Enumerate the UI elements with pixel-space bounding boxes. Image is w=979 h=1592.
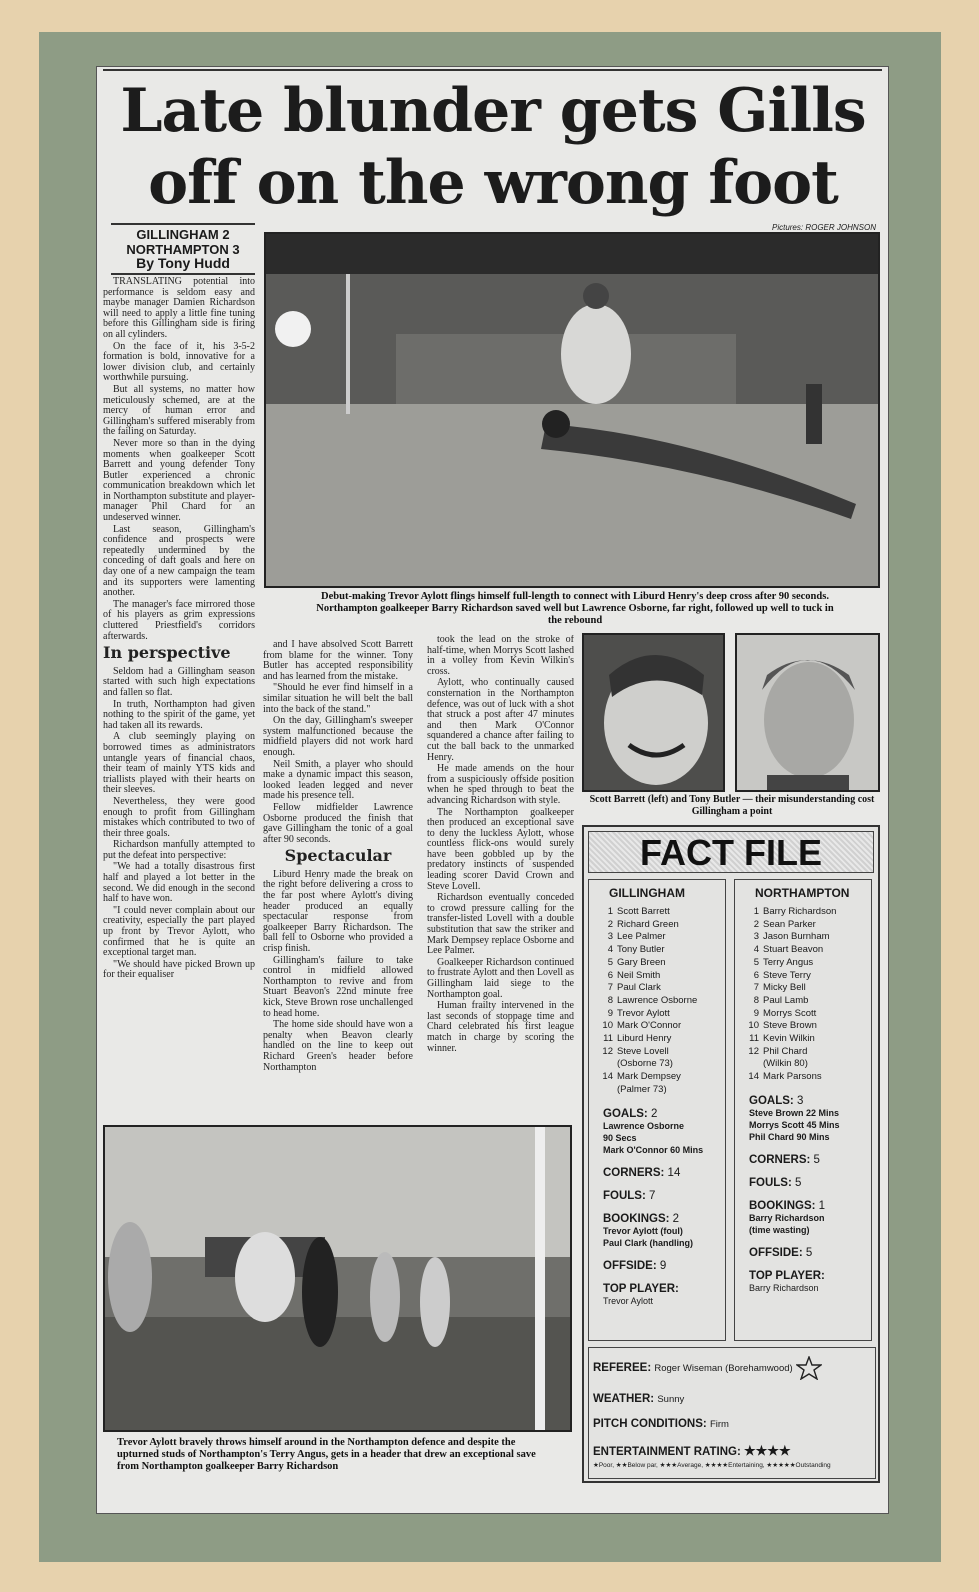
player-list (735, 906, 871, 1084)
referee-row: REFEREE: Roger Wiseman (Borehamwood) (593, 1356, 875, 1380)
player-row (735, 1020, 871, 1033)
shirt-number: 4 (753, 944, 759, 956)
fouls-stat: FOULS: 5 (749, 1176, 802, 1189)
player-name: Steve Lovell (617, 1045, 669, 1057)
shirt-number: 9 (607, 1007, 613, 1019)
shirt-number: 1 (753, 906, 759, 917)
player-name: Neil Smith (617, 969, 661, 981)
paragraph: The Northampton goalkeeper then produced an exceptional save to deny the luckless Aylott, whose countless flick-ons would surely have been gobbled up by the predatory instincts of suspended leading scorer David Crown and Steve Lovell. (427, 806, 574, 892)
paragraph: "Should he ever find himself in a similar situation he will belt the ball into the back of the stand." (263, 682, 413, 715)
player-row (735, 1033, 871, 1046)
shirt-number: 5 (753, 956, 759, 968)
offside-stat: OFFSIDE: 5 (749, 1246, 813, 1259)
shirt-number: 14 (602, 1071, 613, 1083)
team-panel-gillingham (588, 879, 726, 1341)
player-row (589, 1071, 725, 1096)
substitution-note: (Palmer 73) (617, 1083, 667, 1095)
paragraph: Liburd Henry made the break on the right before delivering a cross to the far post where Aylott's diving header produced an equally spectacular response from goalkeeper Barry Richardson. The ball fell to Osborne who provided a crisp finish. (263, 868, 413, 955)
player-row (735, 970, 871, 983)
shirt-number: 9 (753, 1007, 759, 1019)
subheading-spectacular: Spectacular (284, 846, 392, 866)
player-row (735, 944, 871, 957)
paragraph: Fellow midfielder Lawrence Osborne produced the finish that gave Gillingham the tonic of a goal after 90 seconds. (263, 801, 413, 845)
rating-stars: ★★★★ (744, 1443, 791, 1458)
player-row (589, 982, 725, 995)
corners-stat: CORNERS: 5 (749, 1153, 820, 1166)
player-row (589, 1020, 725, 1033)
player-row (735, 1046, 871, 1071)
paragraph: The manager's face mirrored those of his players as grim expressions cluttered Priestfield's corridors afterwards. (103, 598, 255, 642)
fact-file-title: FACT FILE (588, 831, 874, 873)
rating-legend: ★Poor, ★★Below par, ★★★Average, ★★★★Entertaining, ★★★★★Outstanding (593, 1462, 831, 1469)
bookings-detail: Barry Richardson (time wasting) (749, 1212, 825, 1235)
player-row (735, 906, 871, 919)
player-row (589, 1008, 725, 1021)
player-name: Barry Richardson (763, 906, 837, 917)
subheading-in-perspective: In perspective (103, 643, 231, 663)
player-row (589, 944, 725, 957)
portrait-image (737, 635, 878, 790)
byline: By Tony Hudd (111, 255, 255, 275)
player-row (735, 919, 871, 932)
portrait-scott-barrett (582, 633, 725, 792)
paragraph: Seldom had a Gillingham season started with such high expectations and fallen so flat. (103, 665, 255, 698)
fact-file (582, 825, 880, 1483)
player-row (589, 957, 725, 970)
paragraph: Richardson manfully attempted to put the defeat into perspective: (103, 839, 255, 861)
paragraph: He made amends on the hour from a suspiciously offside position when he sped through to beat the advancing Richardson with style. (427, 763, 574, 806)
shirt-number: 1 (607, 906, 613, 917)
team-name: NORTHAMPTON (755, 886, 850, 900)
caption-bottom-photo: Trevor Aylott bravely throws himself around in the Northampton defence and despite the upturned studs of Northampton's Terry Angus, gets in a header that drew an exceptional save from Northampton goalkeeper Barry Richardson (117, 1437, 536, 1472)
paragraph: In truth, Northampton had given nothing to the spirit of the game, yet had taken all its rewards. (103, 698, 255, 731)
shirt-number: 2 (753, 918, 759, 930)
player-row (589, 931, 725, 944)
photo-aylott-header (103, 1125, 572, 1432)
paragraph: A club seemingly playing on borrowed times as administrators untangle years of financial chaos, their team of mainly YTS kids and triallists played with their hearts on their sleeves. (103, 731, 255, 796)
player-row (735, 1008, 871, 1021)
goals-detail: Lawrence Osborne 90 Secs Mark O'Connor 60 Mins (603, 1120, 704, 1155)
shirt-number: 6 (753, 969, 759, 981)
player-name: Gary Breen (617, 956, 666, 968)
player-row (589, 906, 725, 919)
player-name: Mark Parsons (763, 1071, 822, 1083)
headline-line-2: off on the wrong foot (148, 148, 838, 218)
bookings-stat: BOOKINGS: 1 (749, 1199, 826, 1212)
player-row (589, 1046, 725, 1071)
paragraph: Goalkeeper Richardson continued to frustrate Aylott and then Lovell as Gillingham laid siege to the Northampton goal. (427, 956, 574, 1000)
paragraph: and I have absolved Scott Barrett from blame for the winner. Tony Butler has accepted responsibility and has learned from the mistake. (263, 640, 413, 682)
substitution-note: (Wilkin 80) (763, 1058, 808, 1070)
weather-row: WEATHER: Sunny (593, 1393, 685, 1405)
shirt-number: 11 (749, 1033, 759, 1045)
player-name: Sean Parker (763, 918, 816, 930)
player-name: Mark O'Connor (617, 1020, 682, 1032)
paragraph: But all systems, no matter how meticulously schemed, are at the mercy of human error and Gillingham's suffered miserably from the failing on Saturday. (103, 383, 255, 438)
caption-main-photo: Debut-making Trevor Aylott flings himself full-length to connect with Liburd Henry's deep cross after 90 seconds. Northampton goalkeeper Barry Richardson saved well but Lawrence Osborne, far right, followed up well to tuck in the rebound (316, 591, 834, 626)
player-name: Liburd Henry (617, 1033, 672, 1045)
player-name: Steve Brown (763, 1020, 817, 1032)
player-name: Stuart Beavon (763, 944, 824, 956)
player-name: Micky Bell (763, 982, 806, 994)
player-row (735, 1071, 871, 1084)
player-row (735, 957, 871, 970)
goals-detail: Steve Brown 22 Mins Morrys Scott 45 Mins Phil Chard 90 Mins (749, 1107, 840, 1142)
bookings-detail: Trevor Aylott (foul) Paul Clark (handling) (603, 1225, 694, 1248)
player-name: Mark Dempsey (617, 1071, 681, 1083)
article-column-1 (103, 277, 255, 1117)
shirt-number: 12 (748, 1045, 759, 1057)
portrait-image (584, 635, 723, 790)
shirt-number: 5 (607, 956, 613, 968)
fouls-stat: FOULS: 7 (603, 1189, 656, 1202)
shirt-number: 11 (603, 1033, 613, 1045)
player-name: Lee Palmer (617, 931, 666, 943)
player-name: Scott Barrett (617, 906, 670, 917)
top-rule (103, 69, 882, 71)
article-column-2 (263, 640, 413, 1126)
paragraph: Richardson eventually conceded to crowd pressure calling for the transfer-listed Lovell with a double substitution that saw the striker and Mark Dempsey replace Osborne and Lee Palmer. (427, 892, 574, 957)
shirt-number: 4 (607, 944, 613, 956)
score-home: GILLINGHAM 2 (136, 227, 230, 242)
player-row (735, 982, 871, 995)
goals-stat: GOALS: 2 (603, 1107, 658, 1120)
shirt-number: 7 (753, 982, 759, 994)
top-player-value: Trevor Aylott (603, 1295, 654, 1306)
shirt-number: 12 (602, 1045, 613, 1057)
substitution-note: (Osborne 73) (617, 1058, 673, 1070)
paragraph: took the lead on the stroke of half-time, when Morrys Scott lashed in a volley from Kevin Wilkin's cross. (427, 635, 574, 677)
scoreline (111, 223, 255, 257)
shirt-number: 3 (753, 931, 759, 943)
corners-stat: CORNERS: 14 (603, 1166, 681, 1179)
bookings-stat: BOOKINGS: 2 (603, 1212, 680, 1225)
article-column-3 (427, 635, 574, 1127)
top-player-value: Barry Richardson (749, 1282, 819, 1293)
newspaper-clipping (96, 66, 889, 1514)
player-row (589, 1033, 725, 1046)
portrait-tony-butler (735, 633, 880, 792)
star-icon (796, 1356, 822, 1380)
shirt-number: 10 (602, 1020, 613, 1032)
offside-stat: OFFSIDE: 9 (603, 1259, 667, 1272)
player-name: Jason Burnham (763, 931, 830, 943)
paragraph: On the day, Gillingham's sweeper system malfunctioned because the midfield players did not work hard enough. (263, 715, 413, 758)
player-name: Phil Chard (763, 1045, 808, 1057)
score-away: NORTHAMPTON 3 (126, 242, 240, 257)
match-officials-panel (588, 1347, 876, 1479)
paragraph: On the face of it, his 3-5-2 formation is bold, innovative for a lower division club, and certainly worthwhile pursuing. (103, 340, 255, 384)
shirt-number: 10 (748, 1020, 759, 1032)
player-name: Terry Angus (763, 956, 814, 968)
player-name: Tony Butler (617, 944, 665, 956)
top-player-label: TOP PLAYER: (749, 1269, 825, 1282)
player-row (589, 995, 725, 1008)
shirt-number: 8 (607, 994, 613, 1006)
paragraph: Nevertheless, they were good enough to profit from Gillingham mistakes which contributed to two of their three goals. (103, 795, 255, 839)
shirt-number: 7 (607, 982, 613, 994)
team-name: GILLINGHAM (609, 886, 685, 900)
player-name: Paul Clark (617, 982, 661, 994)
shirt-number: 8 (753, 994, 759, 1006)
paragraph: TRANSLATING potential into performance is seldom easy and maybe manager Damien Richardson will need to apply a little fine tuning before this Gillingham side is firing on all cylinders. (103, 277, 255, 340)
player-name: Richard Green (617, 918, 679, 930)
player-name: Trevor Aylott (617, 1007, 670, 1019)
photo-image (105, 1127, 570, 1430)
photo-credit: Pictures: ROGER JOHNSON (771, 223, 876, 232)
player-row (589, 919, 725, 932)
paragraph: "We should have picked Brown up for their equaliser (103, 958, 255, 981)
player-name: Paul Lamb (763, 994, 809, 1006)
headline (105, 75, 881, 219)
paragraph: "I could never complain about our creativity, especially the part played up front by Trevor Aylott, who confirmed that he is quite an exceptional target man. (103, 904, 255, 959)
paragraph: Aylott, who continually caused consternation in the Northampton defence, was out of luck with a shot that struck a post after 47 minutes and then Mark O'Connor squandered a chance after failing to cut the ball back to the unmarked Henry. (427, 677, 574, 763)
player-name: Lawrence Osborne (617, 994, 698, 1006)
player-name: Steve Terry (763, 969, 811, 981)
player-row (735, 995, 871, 1008)
player-row (589, 970, 725, 983)
team-panel-northampton (734, 879, 872, 1341)
player-row (735, 931, 871, 944)
paragraph: "We had a totally disastrous first half and played a lot better in the second. We did enough in the second half to have won. (103, 861, 255, 905)
player-name: Kevin Wilkin (763, 1033, 815, 1045)
goals-stat: GOALS: 3 (749, 1094, 804, 1107)
shirt-number: 6 (607, 969, 613, 981)
headline-line-1: Late blunder gets Gills (120, 76, 866, 146)
paragraph: Never more so than in the dying moments when goalkeeper Scott Barrett and young defender Tony Butler experienced a chronic communication breakdown which let in Northampton substitute and player-manager Phil Chard for an undeserved winner. (103, 437, 255, 524)
caption-portraits: Scott Barrett (left) and Tony Butler — their misunderstanding cost Gillingham a point (589, 794, 875, 817)
paragraph: Gillingham's failure to take control in midfield allowed Northampton to revive and from Stuart Beavon's 22nd minute free kick, Steve Brown rose unchallenged to head home. (263, 954, 413, 1019)
photo-aylott-dive (264, 232, 880, 588)
top-player-label: TOP PLAYER: (603, 1282, 679, 1295)
shirt-number: 2 (607, 918, 613, 930)
player-list (589, 906, 725, 1097)
paragraph: Neil Smith, a player who should make a dynamic impact this season, looked leaden legged and never made his presence tell. (263, 758, 413, 802)
pitch-row: PITCH CONDITIONS: Firm (593, 1418, 729, 1430)
paragraph: Last season, Gillingham's confidence and prospects were repeatedly undermined by the conceding of daft goals and here on day one of a new campaign the team and its supporters were lamenting another. (103, 523, 255, 599)
shirt-number: 3 (607, 931, 613, 943)
rating-row: ENTERTAINMENT RATING: ★★★★ (593, 1443, 791, 1458)
shirt-number: 14 (748, 1071, 759, 1083)
photo-image (266, 234, 878, 586)
paragraph: Human frailty intervened in the last seconds of stoppage time and Chard celebrated his first league match in charge by scoring the winner. (427, 1000, 574, 1054)
player-name: Morrys Scott (763, 1007, 817, 1019)
paragraph: The home side should have won a penalty when Beavon clearly handled on the line to keep out Richard Green's header before Northampton (263, 1019, 413, 1073)
